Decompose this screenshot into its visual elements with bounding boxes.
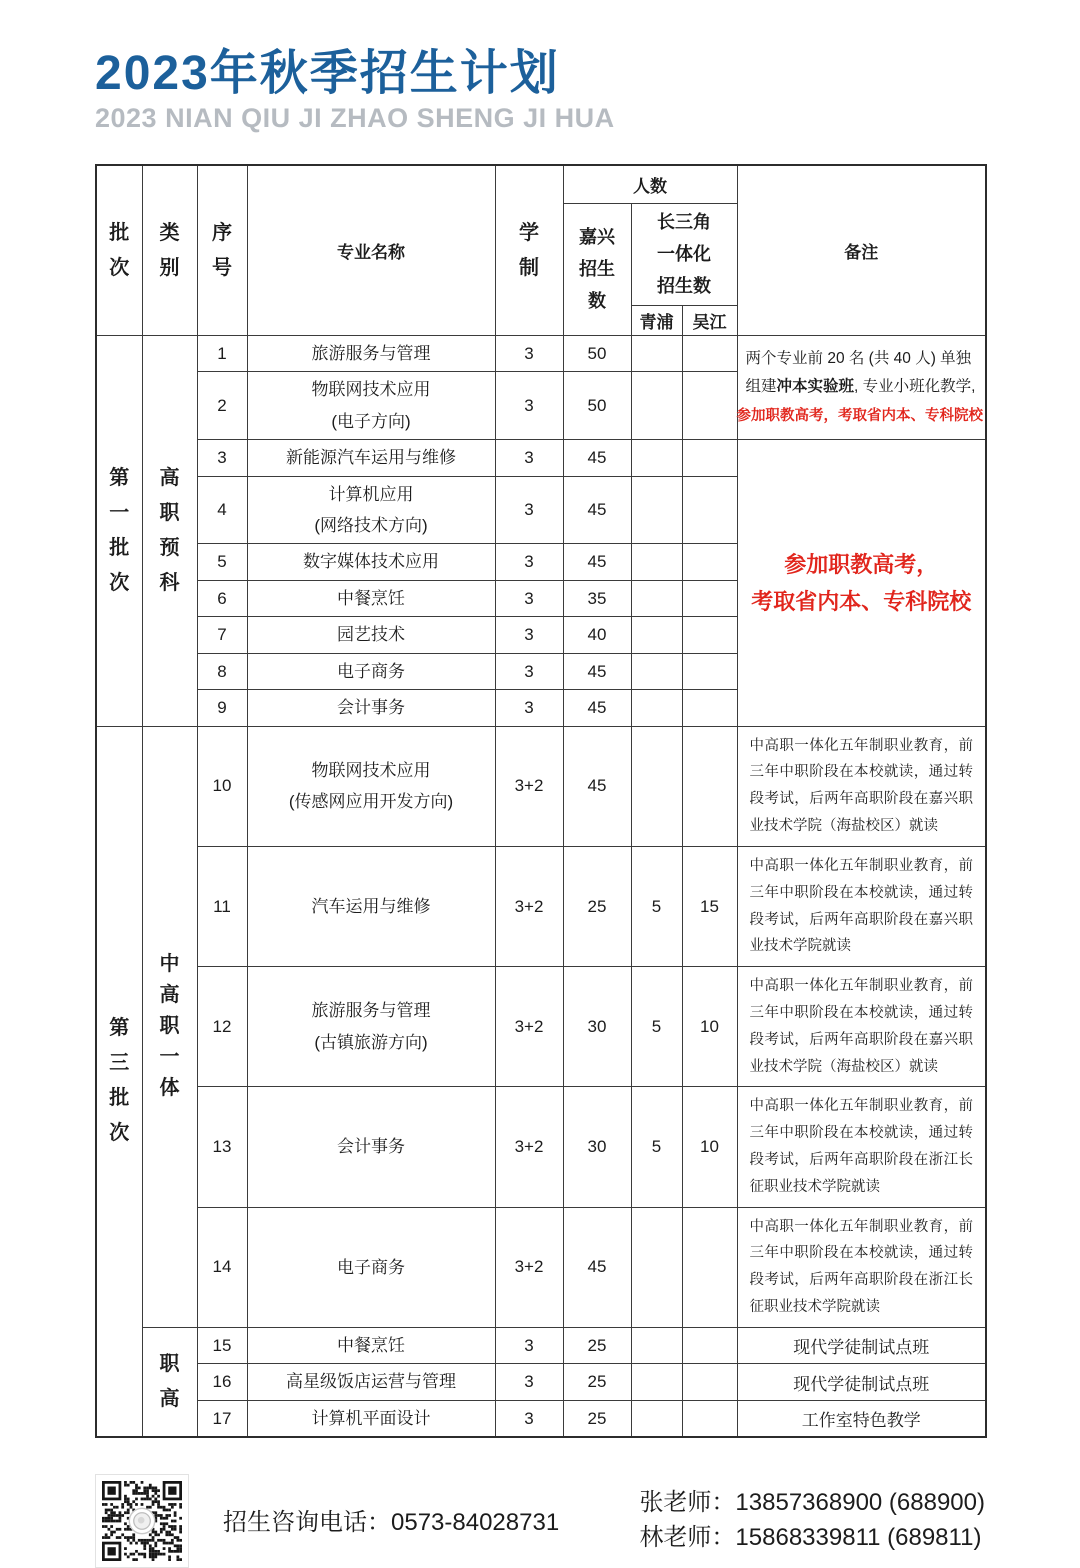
remark-row-14: 中高职一体化五年制职业教育，前三年中职阶段在本校就读，通过转段考试，后两年高职阶段在浙江长征职业技术学院就读 [737, 1207, 986, 1327]
row-12-jiaxing: 30 [563, 967, 631, 1087]
header-wujiang: 吴江 [682, 305, 737, 335]
header-category: 类别 [142, 165, 197, 335]
row-17-major: 计算机平面设计 [247, 1400, 495, 1437]
row-11-wujiang: 15 [682, 846, 737, 966]
row-2-qingpu [631, 372, 682, 440]
header-duration: 学制 [495, 165, 563, 335]
remark-special-red: 参加职教高考，考取省内本、专科院校 [736, 407, 984, 424]
row-1-major: 旅游服务与管理 [247, 335, 495, 371]
row-4-wujiang [682, 476, 737, 544]
row-5-major: 数字媒体技术应用 [247, 544, 495, 580]
teacher-contact-1: 张老师：13857368900 (688900) [639, 1489, 985, 1517]
row-13-duration: 3+2 [495, 1087, 563, 1207]
row-3-wujiang [682, 440, 737, 476]
row-7-qingpu [631, 617, 682, 653]
row-10-wujiang [682, 726, 737, 846]
row-14-major: 电子商务 [247, 1207, 495, 1327]
row-16-duration: 3 [495, 1364, 563, 1400]
row-9-duration: 3 [495, 690, 563, 726]
row-11-duration: 3+2 [495, 846, 563, 966]
row-13-qingpu: 5 [631, 1087, 682, 1207]
row-7-no: 7 [197, 617, 247, 653]
row-2-jiaxing: 50 [563, 372, 631, 440]
remark-exam-red: 参加职教高考， 考取省内本、专科院校 [751, 551, 972, 614]
header-renshu: 人数 [563, 165, 737, 203]
row-7-wujiang [682, 617, 737, 653]
row-15-major: 中餐烹饪 [247, 1327, 495, 1363]
row-3-qingpu [631, 440, 682, 476]
row-6-major: 中餐烹饪 [247, 580, 495, 616]
row-9-wujiang [682, 690, 737, 726]
row-4-qingpu [631, 476, 682, 544]
table-row [96, 846, 986, 966]
row-4-major: 计算机应用 (网络技术方向) [247, 476, 495, 544]
row-3-jiaxing: 45 [563, 440, 631, 476]
row-5-duration: 3 [495, 544, 563, 580]
enrollment-plan-table [95, 164, 987, 1438]
row-7-jiaxing: 40 [563, 617, 631, 653]
row-5-jiaxing: 45 [563, 544, 631, 580]
row-6-wujiang [682, 580, 737, 616]
remark-rows-3-9 [737, 440, 986, 727]
row-4-duration: 3 [495, 476, 563, 544]
row-17-jiaxing: 25 [563, 1400, 631, 1437]
remark-row-16: 现代学徒制试点班 [737, 1364, 986, 1400]
row-10-jiaxing: 45 [563, 726, 631, 846]
row-12-qingpu: 5 [631, 967, 682, 1087]
group-category-1: 高职预科 [142, 335, 197, 726]
row-10-no: 10 [197, 726, 247, 846]
header-jiaxing: 嘉兴招生数 [563, 203, 631, 335]
remark-row-10: 中高职一体化五年制职业教育，前三年中职阶段在本校就读，通过转段考试，后两年高职阶段在嘉兴职业技术学院（海盐校区）就读 [737, 726, 986, 846]
row-17-duration: 3 [495, 1400, 563, 1437]
row-10-qingpu [631, 726, 682, 846]
row-5-wujiang [682, 544, 737, 580]
remark-row-12: 中高职一体化五年制职业教育，前三年中职阶段在本校就读，通过转段考试，后两年高职阶段在嘉兴职业技术学院（海盐校区）就读 [737, 967, 986, 1087]
header-no: 序号 [197, 165, 247, 335]
table-row [96, 1327, 986, 1363]
row-12-major: 旅游服务与管理 (古镇旅游方向) [247, 967, 495, 1087]
row-16-major: 高星级饭店运营与管理 [247, 1364, 495, 1400]
header-qingpu: 青浦 [631, 305, 682, 335]
teacher-contact-2: 林老师：15868339811 (689811) [639, 1524, 982, 1552]
row-9-no: 9 [197, 690, 247, 726]
row-8-qingpu [631, 653, 682, 689]
row-5-qingpu [631, 544, 682, 580]
remark-row-13: 中高职一体化五年制职业教育，前三年中职阶段在本校就读，通过转段考试，后两年高职阶段在浙江长征职业技术学院就读 [737, 1087, 986, 1207]
row-3-no: 3 [197, 440, 247, 476]
row-13-major: 会计事务 [247, 1087, 495, 1207]
row-8-wujiang [682, 653, 737, 689]
row-1-qingpu [631, 335, 682, 371]
row-15-no: 15 [197, 1327, 247, 1363]
row-2-no: 2 [197, 372, 247, 440]
header-major: 专业名称 [247, 165, 495, 335]
row-9-jiaxing: 45 [563, 690, 631, 726]
row-2-wujiang [682, 372, 737, 440]
row-14-duration: 3+2 [495, 1207, 563, 1327]
row-13-jiaxing: 30 [563, 1087, 631, 1207]
row-7-major: 园艺技术 [247, 617, 495, 653]
row-2-duration: 3 [495, 372, 563, 440]
group-batch-3: 第三批次 [96, 726, 142, 1437]
table-row [96, 440, 986, 476]
row-14-no: 14 [197, 1207, 247, 1327]
row-16-qingpu [631, 1364, 682, 1400]
footer [95, 1474, 985, 1568]
enrollment-phone: 招生咨询电话：0573-84028731 [223, 1509, 560, 1537]
remark-row-17: 工作室特色教学 [737, 1400, 986, 1437]
page-title: 2023年秋季招生计划 [95, 47, 560, 100]
row-8-no: 8 [197, 653, 247, 689]
table-row [96, 1207, 986, 1327]
row-16-wujiang [682, 1364, 737, 1400]
group-batch-1: 第一批次 [96, 335, 142, 726]
row-1-jiaxing: 50 [563, 335, 631, 371]
row-1-wujiang [682, 335, 737, 371]
row-14-jiaxing: 45 [563, 1207, 631, 1327]
row-11-jiaxing: 25 [563, 846, 631, 966]
row-16-no: 16 [197, 1364, 247, 1400]
row-14-qingpu [631, 1207, 682, 1327]
row-12-wujiang: 10 [682, 967, 737, 1087]
row-8-major: 电子商务 [247, 653, 495, 689]
qr-code-icon [95, 1474, 189, 1568]
row-12-duration: 3+2 [495, 967, 563, 1087]
row-6-qingpu [631, 580, 682, 616]
row-17-wujiang [682, 1400, 737, 1437]
qr-code-svg [102, 1481, 182, 1561]
row-9-qingpu [631, 690, 682, 726]
title-block [95, 0, 985, 134]
row-15-duration: 3 [495, 1327, 563, 1363]
group-category-2: 中高职一体 [142, 726, 197, 1327]
row-4-no: 4 [197, 476, 247, 544]
row-8-duration: 3 [495, 653, 563, 689]
row-13-wujiang: 10 [682, 1087, 737, 1207]
row-6-jiaxing: 35 [563, 580, 631, 616]
row-17-no: 17 [197, 1400, 247, 1437]
row-4-jiaxing: 45 [563, 476, 631, 544]
row-8-jiaxing: 45 [563, 653, 631, 689]
row-17-qingpu [631, 1400, 682, 1437]
row-1-duration: 3 [495, 335, 563, 371]
row-7-duration: 3 [495, 617, 563, 653]
row-10-major: 物联网技术应用 (传感网应用开发方向) [247, 726, 495, 846]
row-3-duration: 3 [495, 440, 563, 476]
row-1-no: 1 [197, 335, 247, 371]
remark-row-15: 现代学徒制试点班 [737, 1327, 986, 1363]
row-10-duration: 3+2 [495, 726, 563, 846]
remark-row-11: 中高职一体化五年制职业教育，前三年中职阶段在本校就读，通过转段考试，后两年高职阶段在嘉兴职业技术学院就读 [737, 846, 986, 966]
row-5-no: 5 [197, 544, 247, 580]
row-13-no: 13 [197, 1087, 247, 1207]
row-3-major: 新能源汽车运用与维修 [247, 440, 495, 476]
row-15-jiaxing: 25 [563, 1327, 631, 1363]
row-6-duration: 3 [495, 580, 563, 616]
table-row [96, 1087, 986, 1207]
row-15-wujiang [682, 1327, 737, 1363]
row-11-major: 汽车运用与维修 [247, 846, 495, 966]
row-9-major: 会计事务 [247, 690, 495, 726]
remark-rows-1-2 [737, 335, 986, 439]
row-2-major: 物联网技术应用 (电子方向) [247, 372, 495, 440]
row-11-no: 11 [197, 846, 247, 966]
header-delta: 长三角一体化招生数 [631, 203, 737, 305]
header-batch: 批次 [96, 165, 142, 335]
header-remark: 备注 [737, 165, 986, 335]
table-row [96, 967, 986, 1087]
row-12-no: 12 [197, 967, 247, 1087]
table-row [96, 726, 986, 846]
table-row [96, 1400, 986, 1437]
header-row-1 [96, 165, 986, 203]
row-15-qingpu [631, 1327, 682, 1363]
row-11-qingpu: 5 [631, 846, 682, 966]
page-subtitle-pinyin: 2023 NIAN QIU JI ZHAO SHENG JI HUA [95, 103, 615, 134]
row-14-wujiang [682, 1207, 737, 1327]
remark-special-text: 两个专业前 20 名 (共 40 人) 单独 组建冲本实验班, 专业小班化教学, 参加职教高考，考取省内本、专科院校 [736, 349, 984, 424]
teacher-contacts [639, 1486, 985, 1556]
table-row [96, 335, 986, 371]
table-row [96, 1364, 986, 1400]
row-6-no: 6 [197, 580, 247, 616]
row-16-jiaxing: 25 [563, 1364, 631, 1400]
group-category-3: 职高 [142, 1327, 197, 1437]
